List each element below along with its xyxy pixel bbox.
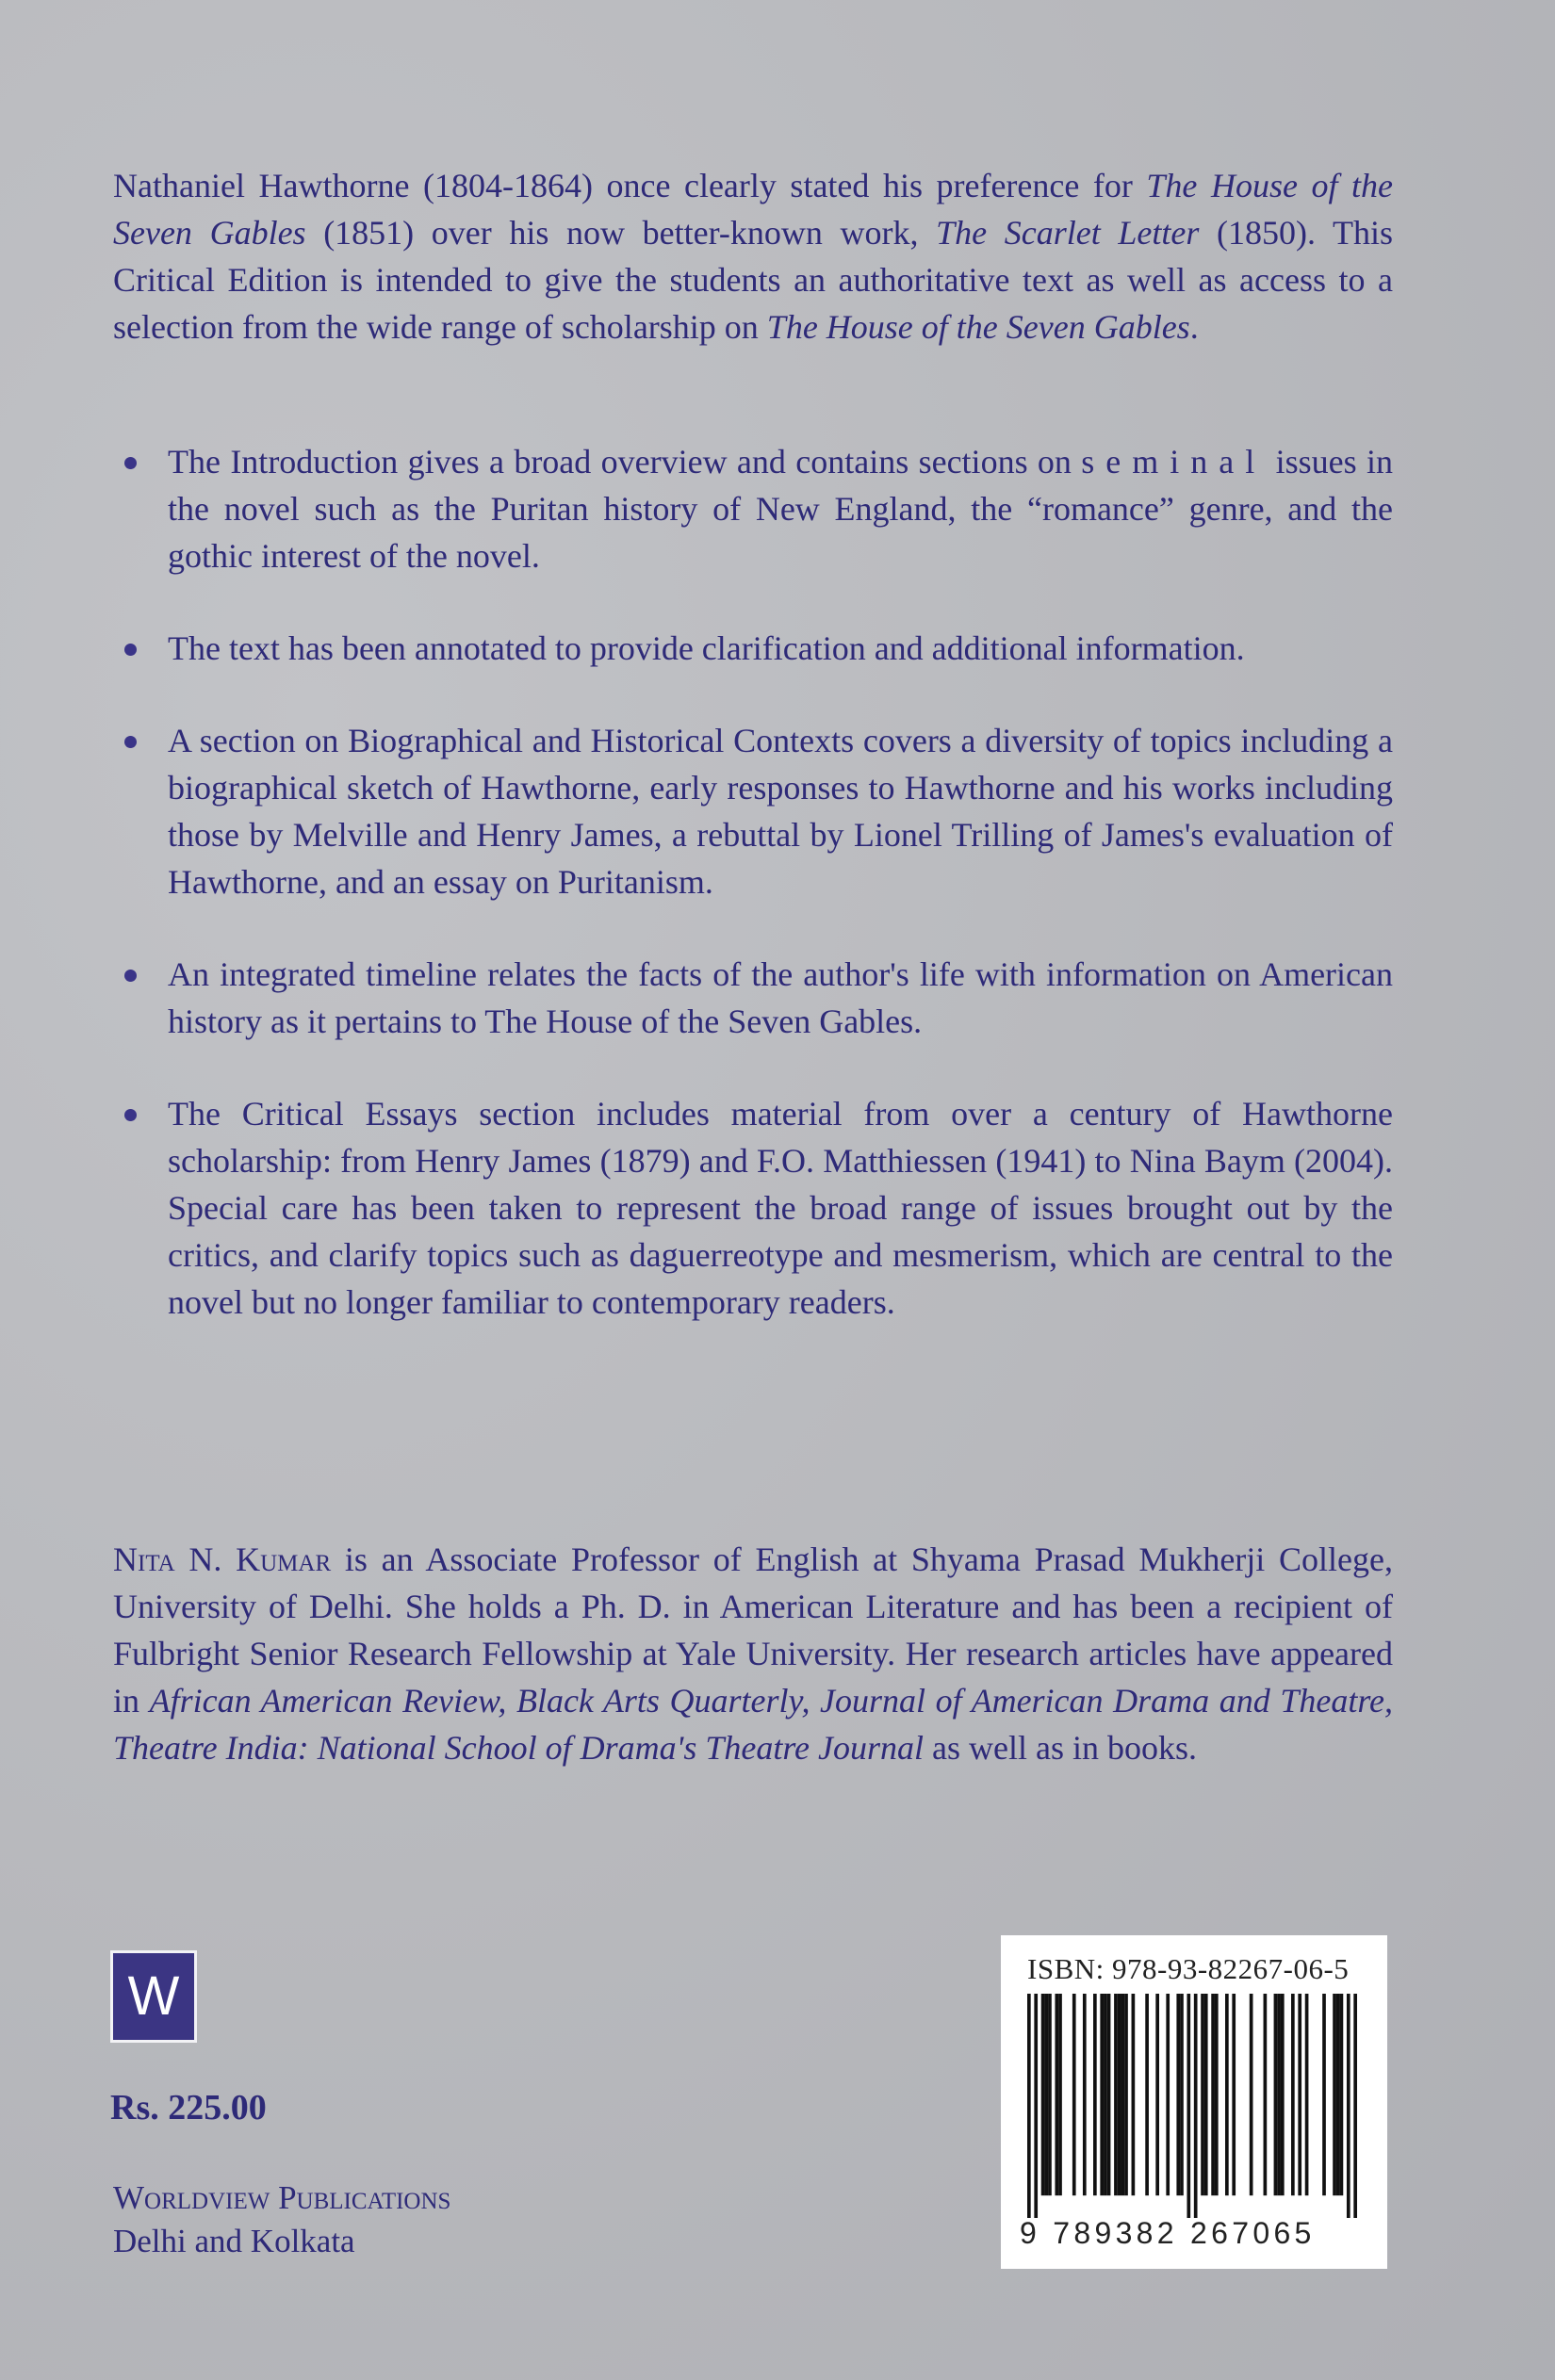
barcode-bar	[1340, 1994, 1344, 2195]
barcode-bar	[1215, 1994, 1219, 2195]
intro-title-1: The House of the Seven Gables	[113, 167, 1393, 252]
barcode-bar	[1124, 1994, 1128, 2195]
barcode-bar	[1114, 1994, 1118, 2195]
barcode-bar	[1055, 1994, 1058, 2195]
feature-text: A section on Biographical and Historical Contexts covers a diversity of topics including a biographical sketch of Hawthorne, early responses to Hawthorne and his works including those by Melville and Henry James, a rebuttal by Lionel Trilling of James's evaluation of Hawthorne, and an essay on Puritanism.	[168, 722, 1393, 901]
price: Rs. 225.00	[110, 2088, 267, 2127]
barcode-bar	[1211, 1994, 1215, 2195]
barcode-bar	[1232, 1994, 1236, 2195]
feature-text: The text has been annotated to provide clarification and additional information.	[168, 629, 1245, 667]
barcode-digits: 9 789382 267065	[1020, 2216, 1316, 2250]
barcode-bar	[1104, 1994, 1107, 2195]
feature-item	[113, 438, 1393, 579]
feature-item	[113, 717, 1393, 905]
barcode-bar	[1072, 1994, 1076, 2195]
barcode-bar	[1194, 1994, 1198, 2218]
intro-paragraph	[113, 162, 1393, 350]
barcode-bar	[1305, 1994, 1309, 2195]
publisher-name: Worldview Publications	[113, 2179, 451, 2216]
barcode-bar	[1201, 1994, 1204, 2195]
author-text-2: as well as in books.	[924, 1729, 1197, 1767]
barcode-bar	[1277, 1994, 1281, 2195]
barcode-bar	[1058, 1994, 1062, 2195]
barcode-bar	[1041, 1994, 1045, 2195]
barcode-bar	[1225, 1994, 1229, 2195]
intro-text-1: Nathaniel Hawthorne (1804-1864) once clearly stated his preference for	[113, 167, 1147, 204]
intro-title-3: The House of the Seven Gables	[766, 308, 1190, 346]
barcode-bar	[1264, 1994, 1268, 2195]
publisher-location: Delhi and Kolkata	[113, 2223, 355, 2259]
author-journals: African American Review, Black Arts Quarterly, Journal of American Drama and Theatre, Theatre India: National School of Drama's Theatre Journal	[113, 1682, 1393, 1767]
barcode-box	[1001, 1935, 1387, 2269]
publisher-logo: W	[110, 1950, 197, 2043]
barcode-bar	[1093, 1994, 1097, 2195]
barcode-bar	[1034, 1994, 1038, 2218]
barcode-bar	[1291, 1994, 1295, 2195]
barcode-bar	[1250, 1994, 1253, 2195]
intro-text-2: (1851) over his now better-known work,	[305, 214, 937, 252]
barcode-bar	[1044, 1994, 1048, 2195]
author-name: Nita N. Kumar	[113, 1540, 332, 1578]
author-text-1: is an Associate Professor of English at Shyama Prasad Mukherji College, University of Delhi. She holds a Ph. D. in American Literature and has been a recipient of Fulbright Senior Research Fellowship at Yale University. Her research articles have appeared in	[113, 1540, 1394, 1720]
feature-spaced-word: seminal	[1081, 443, 1267, 481]
barcode-bar	[1187, 1994, 1190, 2218]
intro-text-4: .	[1189, 308, 1199, 346]
barcode-bar	[1083, 1994, 1087, 2195]
publisher-info	[113, 2176, 450, 2263]
isbn-label: ISBN: 978-93-82267-06-5	[1027, 1952, 1350, 1985]
barcode-bar	[1274, 1994, 1278, 2195]
barcode-bar	[1100, 1994, 1104, 2195]
barcode-bar	[1353, 1994, 1357, 2218]
feature-text: The Critical Essays section includes material from over a century of Hawthorne scholarship: from Henry James (1879) and F.O. Matthiessen (1941) to Nina Baym (2004). Special care has been taken to represent the broad range of issues brought out by the critics, and clarify topics such as daguerreotype and mesmerism, which are central to the novel but no longer familiar to contemporary readers.	[168, 1095, 1393, 1321]
barcode-bar	[1166, 1994, 1170, 2195]
barcode-bar	[1298, 1994, 1301, 2195]
barcode-bar	[1118, 1994, 1121, 2195]
barcode-icon	[1027, 1994, 1357, 2218]
feature-list	[113, 438, 1393, 1371]
barcode-bar	[1180, 1994, 1184, 2195]
barcode-bar	[1204, 1994, 1208, 2195]
barcode-bar	[1333, 1994, 1336, 2195]
barcode-bar	[1027, 1994, 1031, 2218]
feature-item	[113, 1090, 1393, 1326]
barcode-bar	[1048, 1994, 1052, 2195]
feature-item	[113, 951, 1393, 1045]
barcode-bar	[1121, 1994, 1124, 2195]
barcode-bar	[1322, 1994, 1326, 2195]
barcode-bar	[1145, 1994, 1149, 2195]
barcode-bar	[1347, 1994, 1350, 2218]
barcode-bar	[1155, 1994, 1159, 2195]
barcode-bar	[1336, 1994, 1340, 2195]
barcode-bar	[1107, 1994, 1111, 2195]
barcode-bar	[1281, 1994, 1285, 2195]
feature-text: The Introduction gives a broad overview and contains sections on	[168, 443, 1082, 481]
barcode-bar	[1176, 1994, 1180, 2195]
intro-title-2: The Scarlet Letter	[936, 214, 1200, 252]
author-bio	[113, 1536, 1393, 1771]
barcode-bar	[1132, 1994, 1136, 2195]
feature-text: issues in the novel such as the Puritan history of New England, the “romance” genre, and the gothic interest of the novel.	[168, 443, 1394, 575]
feature-item	[113, 625, 1393, 672]
intro-text-3: (1850). This Critical Edition is intended to give the students an authoritative text as well as access to a selection from the wide range of scholarship on	[113, 214, 1393, 346]
feature-text: An integrated timeline relates the facts of the author's life with information on American history as it pertains to The House of the Seven Gables.	[168, 955, 1393, 1040]
